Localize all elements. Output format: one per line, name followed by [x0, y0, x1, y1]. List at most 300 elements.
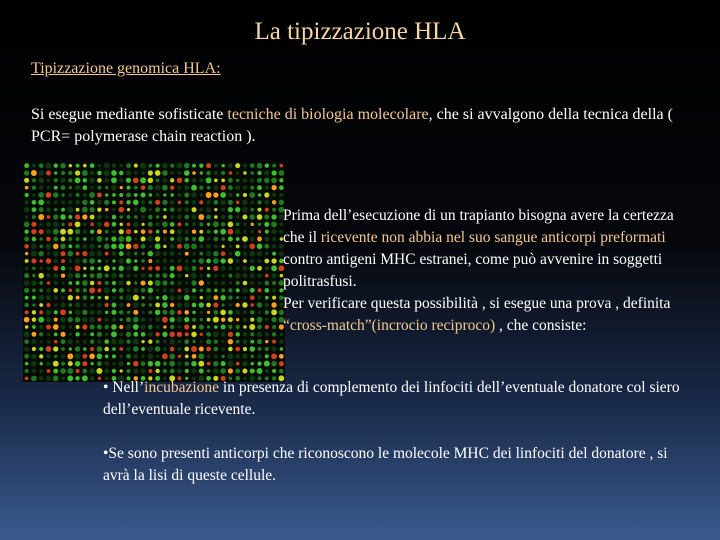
- microarray-spot: [170, 369, 175, 374]
- microarray-spot: [250, 295, 255, 300]
- microarray-spot: [155, 207, 160, 212]
- microarray-spot: [38, 214, 44, 220]
- microarray-spot: [148, 295, 153, 300]
- microarray-spot: [206, 177, 212, 183]
- microarray-spot: [105, 318, 109, 322]
- microarray-spot: [119, 288, 124, 293]
- microarray-spot: [32, 325, 36, 329]
- microarray-spot: [178, 355, 181, 358]
- microarray-spot: [76, 369, 80, 373]
- microarray-spot: [134, 259, 137, 262]
- microarray-spot: [221, 340, 224, 343]
- microarray-spot: [206, 295, 211, 300]
- microarray-spot: [279, 340, 283, 344]
- microarray-spot: [148, 369, 152, 373]
- microarray-spot: [32, 185, 36, 189]
- microarray-spot: [258, 230, 261, 233]
- microarray-spot: [236, 340, 240, 344]
- microarray-spot: [82, 185, 87, 190]
- microarray-spot: [119, 215, 123, 219]
- microarray-spot: [119, 296, 123, 300]
- microarray-spot: [61, 208, 65, 212]
- microarray-spot: [192, 229, 196, 233]
- microarray-spot: [83, 259, 88, 264]
- microarray-spot: [220, 258, 225, 263]
- microarray-spot: [236, 237, 240, 241]
- microarray-spot: [214, 325, 218, 329]
- microarray-spot: [140, 207, 146, 213]
- microarray-spot: [250, 288, 255, 293]
- microarray-spot: [105, 296, 109, 300]
- microarray-spot: [68, 266, 72, 270]
- microarray-spot: [243, 347, 247, 351]
- microarray-spot: [53, 273, 58, 278]
- microarray-spot: [264, 237, 269, 242]
- microarray-spot: [271, 273, 276, 278]
- microarray-spot: [250, 186, 254, 190]
- microarray-spot: [96, 368, 102, 374]
- microarray-spot: [119, 332, 123, 336]
- microarray-spot: [61, 325, 65, 329]
- microarray-spot: [126, 251, 131, 256]
- microarray-spot: [271, 214, 276, 219]
- microarray-spot: [272, 164, 276, 168]
- microarray-spot: [155, 317, 160, 322]
- microarray-spot: [83, 332, 87, 336]
- microarray-spot: [119, 325, 123, 329]
- microarray-spot: [90, 339, 94, 343]
- microarray-spot: [104, 265, 110, 271]
- microarray-spot: [126, 295, 132, 301]
- microarray-spot: [25, 215, 28, 218]
- microarray-spot: [148, 288, 153, 293]
- microarray-spot: [220, 229, 226, 235]
- microarray-spot: [54, 355, 57, 358]
- microarray-spot: [242, 236, 248, 242]
- microarray-spot: [148, 164, 152, 168]
- microarray-spot: [257, 317, 263, 323]
- microarray-spot: [235, 325, 239, 329]
- microarray-spot: [75, 244, 79, 248]
- microarray-spot: [257, 185, 262, 190]
- microarray-spot: [24, 178, 29, 183]
- microarray-spot: [214, 215, 218, 219]
- bullet-1-highlight: incubazione: [144, 379, 220, 396]
- microarray-spot: [31, 222, 36, 227]
- microarray-spot: [32, 369, 37, 374]
- microarray-spot: [177, 302, 182, 307]
- microarray-spot: [68, 281, 72, 285]
- crossmatch-text-1: Prima dell’esecuzione di un trapianto bisogna avere la certezza che il: [283, 207, 674, 246]
- microarray-spot: [162, 302, 168, 308]
- microarray-spot: [199, 178, 203, 182]
- microarray-spot: [250, 163, 255, 168]
- microarray-spot: [265, 369, 269, 373]
- microarray-spot: [69, 303, 72, 306]
- microarray-spot: [68, 222, 72, 226]
- microarray-spot: [69, 164, 72, 167]
- microarray-spot: [133, 200, 139, 206]
- microarray-spot: [46, 288, 51, 293]
- microarray-spot: [155, 303, 160, 308]
- microarray-spot: [53, 369, 58, 374]
- microarray-spot: [207, 274, 211, 278]
- microarray-spot: [185, 230, 189, 234]
- microarray-spot: [82, 200, 87, 205]
- microarray-spot: [112, 354, 116, 358]
- microarray-spot: [90, 324, 95, 329]
- microarray-spot: [170, 295, 175, 300]
- microarray-spot: [272, 193, 276, 197]
- microarray-spot: [272, 325, 276, 329]
- microarray-spot: [54, 340, 58, 344]
- microarray-spot: [82, 280, 88, 286]
- microarray-spot: [178, 340, 182, 344]
- microarray-spot: [97, 353, 103, 359]
- microarray-spot: [31, 258, 36, 263]
- microarray-spot: [61, 266, 66, 271]
- microarray-spot: [111, 339, 116, 344]
- microarray-spot: [221, 332, 226, 337]
- microarray-spot: [53, 266, 58, 271]
- microarray-spot: [32, 288, 36, 292]
- microarray-spot: [134, 237, 138, 241]
- microarray-spot: [148, 251, 153, 256]
- microarray-spot: [47, 186, 51, 190]
- microarray-spot: [104, 163, 110, 169]
- microarray-spot: [76, 340, 80, 344]
- microarray-spot: [112, 288, 116, 292]
- microarray-spot: [257, 325, 262, 330]
- microarray-spot: [89, 317, 94, 322]
- microarray-spot: [126, 332, 131, 337]
- microarray-spot: [221, 361, 226, 366]
- microarray-spot: [243, 339, 248, 344]
- microarray-spot: [192, 164, 196, 168]
- microarray-spot: [170, 288, 175, 293]
- microarray-spot: [162, 310, 167, 315]
- microarray-spot: [271, 221, 277, 227]
- microarray-spot: [75, 332, 79, 336]
- microarray-spot: [98, 377, 101, 380]
- microarray-spot: [236, 223, 240, 227]
- microarray-spot: [112, 362, 115, 365]
- microarray-spot: [163, 178, 168, 183]
- microarray-spot: [207, 311, 210, 314]
- microarray-spot: [148, 361, 153, 366]
- microarray-spot: [32, 332, 37, 337]
- microarray-spot: [53, 324, 59, 330]
- microarray-spot: [54, 310, 58, 314]
- microarray-spot: [82, 310, 87, 315]
- microarray-spot: [214, 208, 217, 211]
- microarray-spot: [97, 171, 101, 175]
- microarray-spot: [118, 339, 124, 345]
- microarray-spot: [264, 361, 270, 367]
- microarray-spot: [163, 369, 167, 373]
- microarray-spot: [126, 170, 131, 175]
- microarray-spot: [272, 281, 276, 285]
- microarray-spot: [67, 229, 73, 235]
- microarray-spot: [83, 222, 87, 226]
- microarray-spot: [111, 273, 117, 279]
- microarray-spot: [221, 266, 226, 271]
- microarray-spot: [243, 223, 246, 226]
- microarray-spot: [105, 333, 109, 337]
- microarray-spot: [236, 266, 240, 270]
- microarray-spot: [200, 289, 204, 293]
- microarray-spot: [83, 288, 87, 292]
- microarray-spot: [89, 354, 95, 360]
- microarray-spot: [61, 185, 66, 190]
- microarray-spot: [206, 192, 212, 198]
- microarray-spot: [126, 200, 130, 204]
- microarray-spot: [199, 274, 203, 278]
- microarray-spot: [97, 178, 102, 183]
- microarray-spot: [236, 179, 239, 182]
- microarray-spot: [61, 281, 64, 284]
- microarray-spot: [83, 237, 87, 241]
- microarray-spot: [206, 347, 211, 352]
- microarray-spot: [243, 325, 246, 328]
- microarray-spot: [112, 369, 116, 373]
- microarray-spot: [169, 353, 175, 359]
- microarray-spot: [112, 303, 117, 308]
- microarray-spot: [177, 281, 181, 285]
- microarray-spot: [82, 317, 88, 323]
- microarray-spot: [242, 361, 248, 367]
- microarray-spot: [191, 273, 197, 279]
- microarray-spot: [39, 251, 44, 256]
- microarray-spot: [213, 361, 218, 366]
- microarray-spot: [40, 362, 43, 365]
- microarray-spot: [155, 243, 161, 249]
- microarray-spot: [32, 274, 36, 278]
- microarray-spot: [235, 354, 240, 359]
- microarray-spot: [82, 251, 87, 256]
- microarray-spot: [53, 376, 59, 382]
- microarray-spot: [24, 346, 29, 351]
- microarray-spot: [133, 266, 138, 271]
- microarray-spot: [25, 296, 29, 300]
- microarray-spot: [236, 201, 239, 204]
- microarray-spot: [177, 332, 182, 337]
- microarray-spot: [235, 229, 241, 235]
- microarray-spot: [242, 200, 247, 205]
- microarray-spot: [53, 288, 58, 293]
- microarray-spot: [228, 368, 233, 373]
- microarray-spot: [236, 318, 239, 321]
- microarray-spot: [46, 171, 51, 176]
- microarray-spot: [192, 295, 197, 300]
- microarray-spot: [162, 332, 167, 337]
- microarray-spot: [264, 178, 269, 183]
- microarray-spot: [155, 273, 159, 277]
- microarray-spot: [141, 215, 145, 219]
- microarray-spot: [67, 368, 73, 374]
- microarray-spot: [206, 200, 211, 205]
- microarray-spot: [133, 222, 138, 227]
- microarray-spot: [163, 251, 168, 256]
- microarray-spot: [31, 244, 37, 250]
- microarray-spot: [24, 288, 29, 293]
- microarray-spot: [83, 193, 87, 197]
- microarray-spot: [243, 244, 247, 248]
- microarray-spot: [199, 186, 203, 190]
- microarray-spot: [250, 281, 254, 285]
- microarray-spot: [97, 332, 102, 337]
- microarray-spot: [61, 178, 66, 183]
- microarray-spot: [90, 362, 93, 365]
- microarray-spot: [54, 171, 57, 174]
- microarray-spot: [213, 266, 218, 271]
- microarray-spot: [54, 303, 57, 306]
- microarray-spot: [221, 171, 225, 175]
- microarray-spot: [31, 170, 37, 176]
- microarray-spot: [170, 303, 174, 307]
- microarray-spot: [112, 347, 116, 351]
- microarray-spot: [90, 273, 95, 278]
- microarray-spot: [111, 324, 117, 330]
- microarray-spot: [68, 339, 73, 344]
- microarray-spot: [206, 171, 211, 176]
- microarray-spot: [229, 171, 233, 175]
- microarray-spot: [38, 177, 44, 183]
- crossmatch-text-3: Per verificare questa possibilità , si esegue una prova , definita: [283, 295, 671, 312]
- microarray-spot: [76, 281, 80, 285]
- microarray-spot: [105, 215, 109, 219]
- microarray-spot: [250, 303, 254, 307]
- microarray-spot: [46, 200, 50, 204]
- microarray-spot: [39, 369, 43, 373]
- microarray-spot: [235, 273, 241, 279]
- microarray-spot: [169, 317, 174, 322]
- microarray-spot: [177, 229, 182, 234]
- microarray-spot: [185, 369, 189, 373]
- microarray-spot: [278, 170, 284, 176]
- microarray-spot: [112, 317, 116, 321]
- microarray-spot: [250, 368, 255, 373]
- microarray-spot: [214, 164, 218, 168]
- microarray-spot: [236, 193, 239, 196]
- microarray-spot: [54, 186, 58, 190]
- crossmatch-highlight-1: ricevente non abbia nel suo sangue anticorpi preformati: [320, 229, 666, 246]
- microarray-spot: [251, 362, 254, 365]
- microarray-spot: [82, 214, 87, 219]
- microarray-spot: [280, 164, 284, 168]
- microarray-spot: [98, 245, 101, 248]
- microarray-spot: [206, 339, 211, 344]
- microarray-spot: [199, 280, 204, 285]
- microarray-spot: [97, 222, 103, 228]
- microarray-spot: [126, 369, 130, 373]
- microarray-spot: [32, 310, 36, 314]
- microarray-spot: [162, 280, 167, 285]
- microarray-spot: [46, 229, 51, 234]
- microarray-spot: [112, 267, 115, 270]
- microarray-spot: [177, 361, 182, 366]
- microarray-spot: [97, 318, 101, 322]
- crossmatch-paragraph: [283, 205, 688, 337]
- microarray-spot: [61, 223, 64, 226]
- microarray-spot: [39, 332, 43, 336]
- microarray-spot: [236, 244, 240, 248]
- microarray-spot: [156, 340, 160, 344]
- microarray-spot: [119, 266, 124, 271]
- microarray-spot: [141, 324, 146, 329]
- microarray-spot: [38, 295, 44, 301]
- microarray-spot: [133, 310, 138, 315]
- microarray-spot: [148, 310, 152, 314]
- microarray-spot: [126, 288, 130, 292]
- microarray-spot: [220, 310, 226, 316]
- microarray-spot: [46, 274, 50, 278]
- microarray-spot: [163, 230, 167, 234]
- microarray-spot: [118, 236, 124, 242]
- microarray-spot: [250, 273, 255, 278]
- microarray-spot: [98, 259, 102, 263]
- microarray-spot: [191, 192, 197, 198]
- microarray-spot: [214, 244, 218, 248]
- microarray-spot: [75, 317, 80, 322]
- microarray-spot: [236, 288, 240, 292]
- microarray-spot: [235, 369, 240, 374]
- microarray-spot: [221, 185, 226, 190]
- bullet-1-text-end: in presenza di complemento dei linfociti dell’eventuale donatore col siero dell’eventuale ricevente.: [103, 379, 680, 418]
- microarray-spot: [119, 251, 124, 256]
- microarray-spot: [265, 340, 268, 343]
- microarray-spot: [32, 215, 36, 219]
- microarray-spot: [250, 332, 254, 336]
- microarray-spot: [185, 223, 189, 227]
- microarray-spot: [271, 361, 276, 366]
- microarray-spot: [184, 347, 189, 352]
- microarray-spot: [75, 170, 80, 175]
- microarray-spot: [32, 317, 36, 321]
- microarray-spot: [264, 222, 269, 227]
- microarray-spot: [46, 192, 52, 198]
- microarray-spot: [170, 164, 174, 168]
- microarray-spot: [141, 192, 146, 197]
- microarray-spot: [118, 258, 124, 264]
- microarray-spot: [119, 193, 123, 197]
- microarray-spot: [31, 339, 36, 344]
- microarray-spot: [184, 288, 189, 293]
- microarray-spot: [184, 302, 190, 308]
- microarray-spot: [271, 265, 277, 271]
- microarray-spot: [119, 171, 124, 176]
- microarray-spot: [31, 251, 37, 257]
- microarray-spot: [177, 207, 182, 212]
- microarray-spot: [96, 236, 102, 242]
- microarray-spot: [112, 200, 116, 204]
- microarray-spot: [127, 303, 131, 307]
- microarray-spot: [47, 266, 51, 270]
- microarray-spot: [185, 332, 189, 336]
- microarray-spot: [60, 251, 65, 256]
- microarray-spot: [228, 258, 234, 264]
- microarray-spot: [221, 215, 226, 220]
- microarray-spot: [25, 325, 28, 328]
- microarray-spot: [184, 317, 189, 322]
- microarray-spot: [221, 164, 224, 167]
- microarray-spot: [178, 201, 181, 204]
- microarray-spot: [199, 302, 204, 307]
- microarray-spot: [272, 296, 276, 300]
- microarray-spot: [192, 288, 196, 292]
- microarray-spot: [46, 258, 51, 263]
- microarray-spot: [265, 332, 269, 336]
